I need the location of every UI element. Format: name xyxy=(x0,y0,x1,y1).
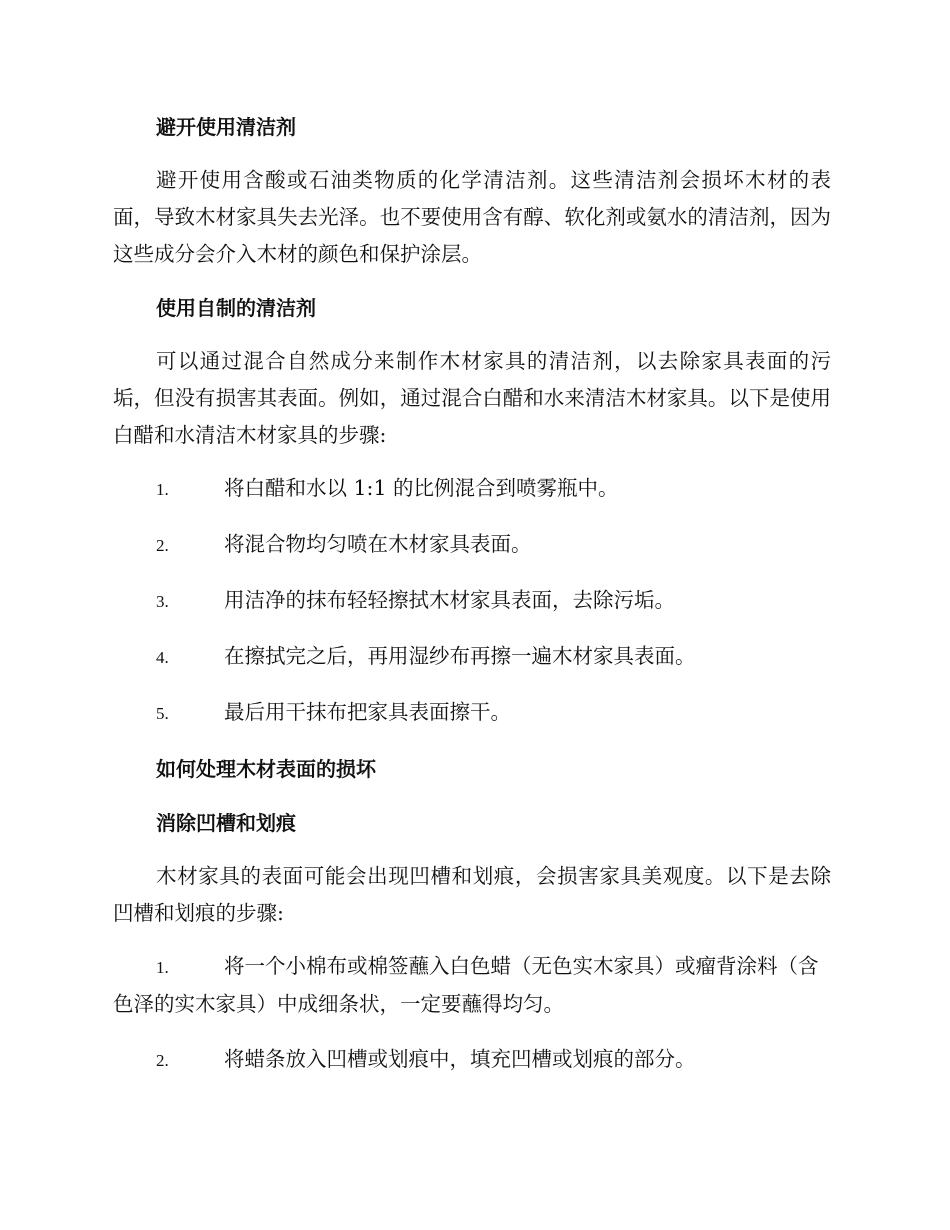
list-item-number: 2. xyxy=(156,1051,169,1070)
list-item-number: 5. xyxy=(156,704,169,723)
list-item xyxy=(113,948,831,1023)
list-item xyxy=(113,1041,831,1079)
list-item-text: 将白醋和水以 1:1 的比例混合到喷雾瓶中。 xyxy=(224,476,619,500)
section-heading-homemade-cleaner: 使用自制的清洁剂 xyxy=(156,296,316,320)
list-item-number: 4. xyxy=(156,648,169,667)
section-heading-remove-scratches: 消除凹槽和划痕 xyxy=(156,811,296,835)
list-item xyxy=(113,638,831,676)
section-heading-avoid-cleaners: 避开使用清洁剂 xyxy=(156,115,296,139)
list-item-text: 将一个小棉布或棉签蘸入白色蜡（无色实木家具）或瘤背涂料（含色泽的实木家具）中成细条状，一定要蘸得均匀。 xyxy=(113,954,819,1016)
section-heading-surface-damage: 如何处理木材表面的损坏 xyxy=(156,757,376,781)
vinegar-cleaning-steps xyxy=(113,470,831,732)
list-item-text: 将蜡条放入凹槽或划痕中，填充凹槽或划痕的部分。 xyxy=(224,1047,696,1071)
list-item xyxy=(113,582,831,620)
list-item xyxy=(113,470,831,508)
list-item-text: 用洁净的抹布轻轻擦拭木材家具表面，去除污垢。 xyxy=(224,588,675,612)
list-item xyxy=(113,694,831,732)
list-item-number: 1. xyxy=(156,958,169,977)
list-item-number: 1. xyxy=(156,480,169,499)
list-item-text: 将混合物均匀喷在木材家具表面。 xyxy=(224,532,532,556)
list-item-text: 在擦拭完之后，再用湿纱布再擦一遍木材家具表面。 xyxy=(224,644,696,668)
scratch-removal-steps xyxy=(113,948,831,1079)
list-item-number: 3. xyxy=(156,592,169,611)
paragraph-homemade-cleaner: 可以通过混合自然成分来制作木材家具的清洁剂，以去除家具表面的污垢，但没有损害其表面。例如，通过混合白醋和水来清洁木材家具。以下是使用白醋和水清洁木材家具的步骤: xyxy=(113,349,831,447)
list-item-number: 2. xyxy=(156,536,169,555)
paragraph-avoid-cleaners: 避开使用含酸或石油类物质的化学清洁剂。这些清洁剂会损坏木材的表面，导致木材家具失去光泽。也不要使用含有醇、软化剂或氨水的清洁剂，因为这些成分会介入木材的颜色和保护涂层。 xyxy=(113,168,831,266)
document-body xyxy=(113,108,831,1097)
list-item xyxy=(113,526,831,564)
list-item-text: 最后用干抹布把家具表面擦干。 xyxy=(224,700,511,724)
paragraph-remove-scratches: 木材家具的表面可能会出现凹槽和划痕，会损害家具美观度。以下是去除凹槽和划痕的步骤: xyxy=(113,864,831,925)
